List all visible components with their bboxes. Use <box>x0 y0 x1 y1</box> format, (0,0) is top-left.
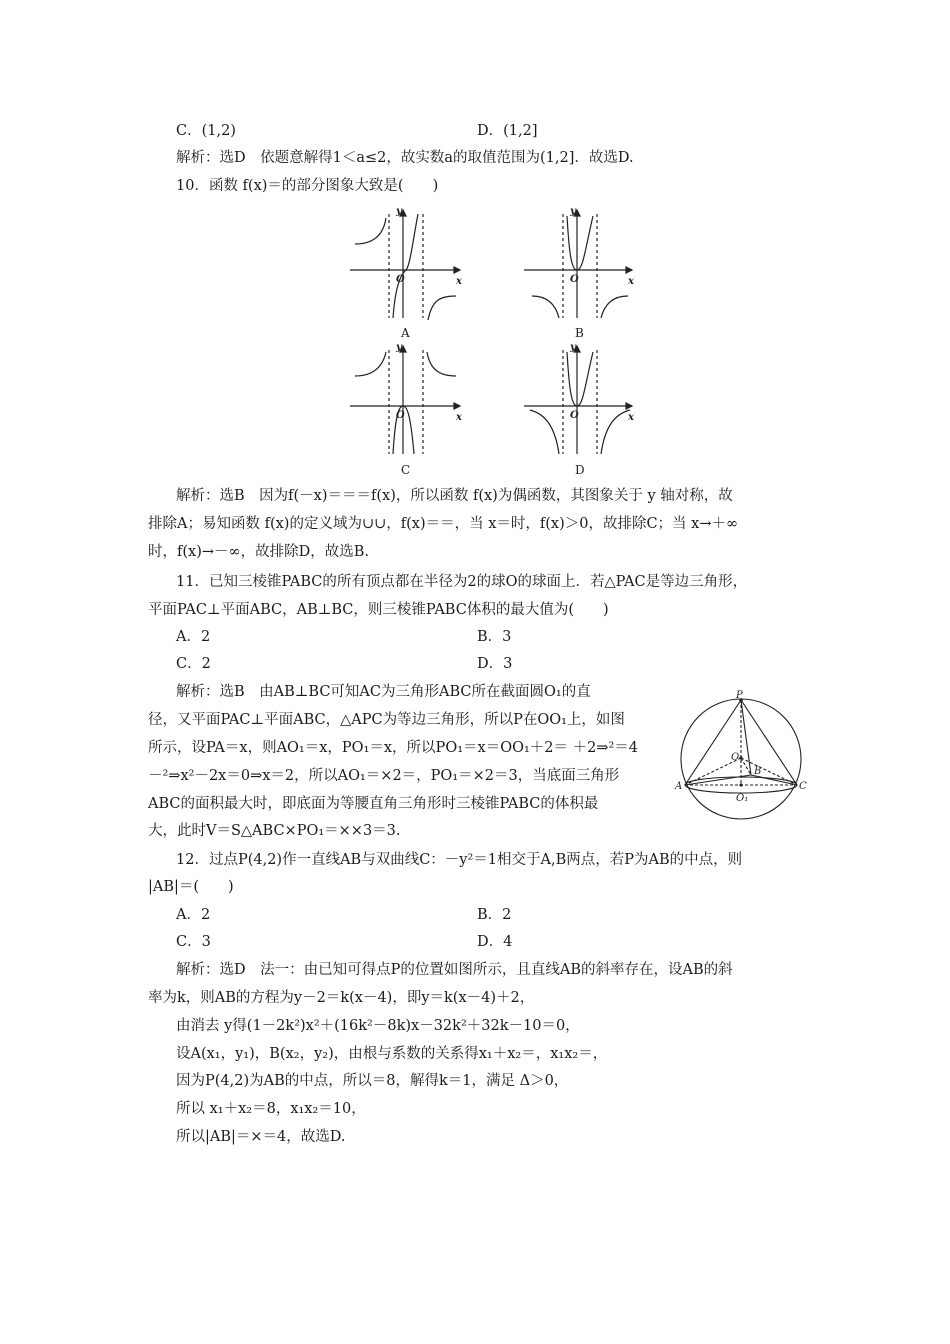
q11-sphere-figure <box>672 690 812 830</box>
q10-solution-line-3: 时，f(x)→－∞，故排除D，故选B. <box>148 544 369 560</box>
label-o: O <box>731 752 740 763</box>
q12-option-a: A．2 <box>176 907 211 923</box>
q10-solution-line-2: 排除A；易知函数 f(x)的定义域为∪∪，f(x)＝＝，当 x＝时，f(x)＞0，故排除C；当 x→＋∞ <box>148 516 739 532</box>
q11-stem-line-1: 11．已知三棱锥PABC的所有顶点都在半径为2的球O的球面上．若△PAC是等边三角形， <box>176 574 748 590</box>
q10-graphs <box>0 200 950 490</box>
q11-solution-line-1: 解析：选B 由AB⊥BC可知AC为三角形ABC所在截面圆O₁的直 <box>176 684 591 700</box>
graph-a-origin: O <box>396 274 405 285</box>
q12-solution-line-7: 所以|AB|＝×＝4，故选D. <box>176 1129 346 1145</box>
q11-option-d: D．3 <box>477 656 513 672</box>
q12-option-c: C．3 <box>176 934 211 950</box>
q9-option-c: C．(1,2) <box>176 123 236 139</box>
graph-d-origin: O <box>570 410 579 421</box>
q11-option-b: B．3 <box>477 629 512 645</box>
q10-solution-line-1: 解析：选B 因为f(－x)＝＝＝f(x)，所以函数 f(x)为偶函数，其图象关于 y 轴对称，故 <box>176 488 733 504</box>
graph-a-y-label: y <box>396 206 402 217</box>
graph-c-caption: C <box>401 463 411 477</box>
q11-solution-line-3: 所示，设PA＝x，则AO₁＝x，PO₁＝x，所以PO₁＝x＝OO₁＋2＝ ＋2⇒²＝4 <box>148 740 639 756</box>
q11-solution-line-2: 径，又平面PAC⊥平面ABC，△APC为等边三角形，所以P在OO₁上，如图 <box>148 712 625 728</box>
q11-option-c: C．2 <box>176 656 211 672</box>
q11-solution-line-5: ABC的面积最大时，即底面为等腰直角三角形时三棱锥PABC的体积最 <box>148 796 599 812</box>
q12-solution-line-6: 所以 x₁＋x₂＝8，x₁x₂＝10， <box>176 1101 366 1117</box>
q9-option-d: D．(1,2] <box>477 123 538 139</box>
q12-solution-line-1: 解析：选D 法一：由已知可得点P的位置如图所示，且直线AB的斜率存在，设AB的斜 <box>176 962 733 978</box>
graph-c <box>350 346 460 454</box>
label-o1: O₁ <box>736 793 749 804</box>
q12-solution-line-3: 由消去 y得(1－2k²)x²＋(16k²－8k)x－32k²＋32k－10＝0， <box>176 1018 580 1034</box>
graph-b <box>524 210 632 318</box>
graph-b-origin: O <box>570 274 579 285</box>
label-p: P <box>736 690 743 701</box>
q9-solution: 解析：选D 依题意解得1＜a≤2，故实数a的取值范围为(1,2]．故选D. <box>176 150 634 166</box>
label-c: C <box>799 781 807 792</box>
graph-d-caption: D <box>575 463 585 477</box>
graph-a-caption: A <box>401 326 410 340</box>
graph-c-x-label: x <box>456 412 462 423</box>
q11-solution-line-6: 大，此时V＝S△ABC×PO₁＝××3＝3. <box>148 823 401 839</box>
q10-stem: 10．函数 f(x)＝的部分图象大致是( ) <box>176 178 439 194</box>
edge-pa <box>685 700 741 785</box>
q12-solution-line-2: 率为k，则AB的方程为y－2＝k(x－4)，即y＝k(x－4)＋2， <box>148 990 535 1006</box>
label-a: A <box>675 781 683 792</box>
q11-option-a: A．2 <box>176 629 211 645</box>
graph-a <box>350 210 460 320</box>
q12-option-b: B．2 <box>477 907 512 923</box>
graph-b-caption: B <box>575 326 584 340</box>
label-b: B <box>754 766 762 777</box>
graph-d-y-label: y <box>570 342 576 353</box>
q12-stem-line-1: 12．过点P(4,2)作一直线AB与双曲线C：－y²＝1相交于A,B两点，若P为AB的中点，则 <box>176 852 743 868</box>
q11-solution-line-4: －²⇒x²－2x＝0⇒x＝2，所以AO₁＝×2＝，PO₁＝×2＝3，当底面三角形 <box>148 768 620 784</box>
graph-c-y-label: y <box>396 342 402 353</box>
graph-d-x-label: x <box>628 412 634 423</box>
graph-a-x-label: x <box>456 276 462 287</box>
graph-d <box>524 346 632 454</box>
q12-option-d: D．4 <box>477 934 513 950</box>
graph-c-origin: O <box>396 410 405 421</box>
q11-stem-line-2: 平面PAC⊥平面ABC，AB⊥BC，则三棱锥PABC体积的最大值为( ) <box>148 602 609 618</box>
q12-stem-line-2: |AB|＝( ) <box>148 879 234 895</box>
graph-b-x-label: x <box>628 276 634 287</box>
graph-b-y-label: y <box>570 206 576 217</box>
edge-pb <box>741 700 751 775</box>
q12-solution-line-5: 因为P(4,2)为AB的中点，所以＝8，解得k＝1，满足 Δ＞0， <box>176 1073 569 1089</box>
q12-solution-line-4: 设A(x₁，y₁)，B(x₂，y₂)，由根与系数的关系得x₁＋x₂＝，x₁x₂＝， <box>176 1046 608 1062</box>
